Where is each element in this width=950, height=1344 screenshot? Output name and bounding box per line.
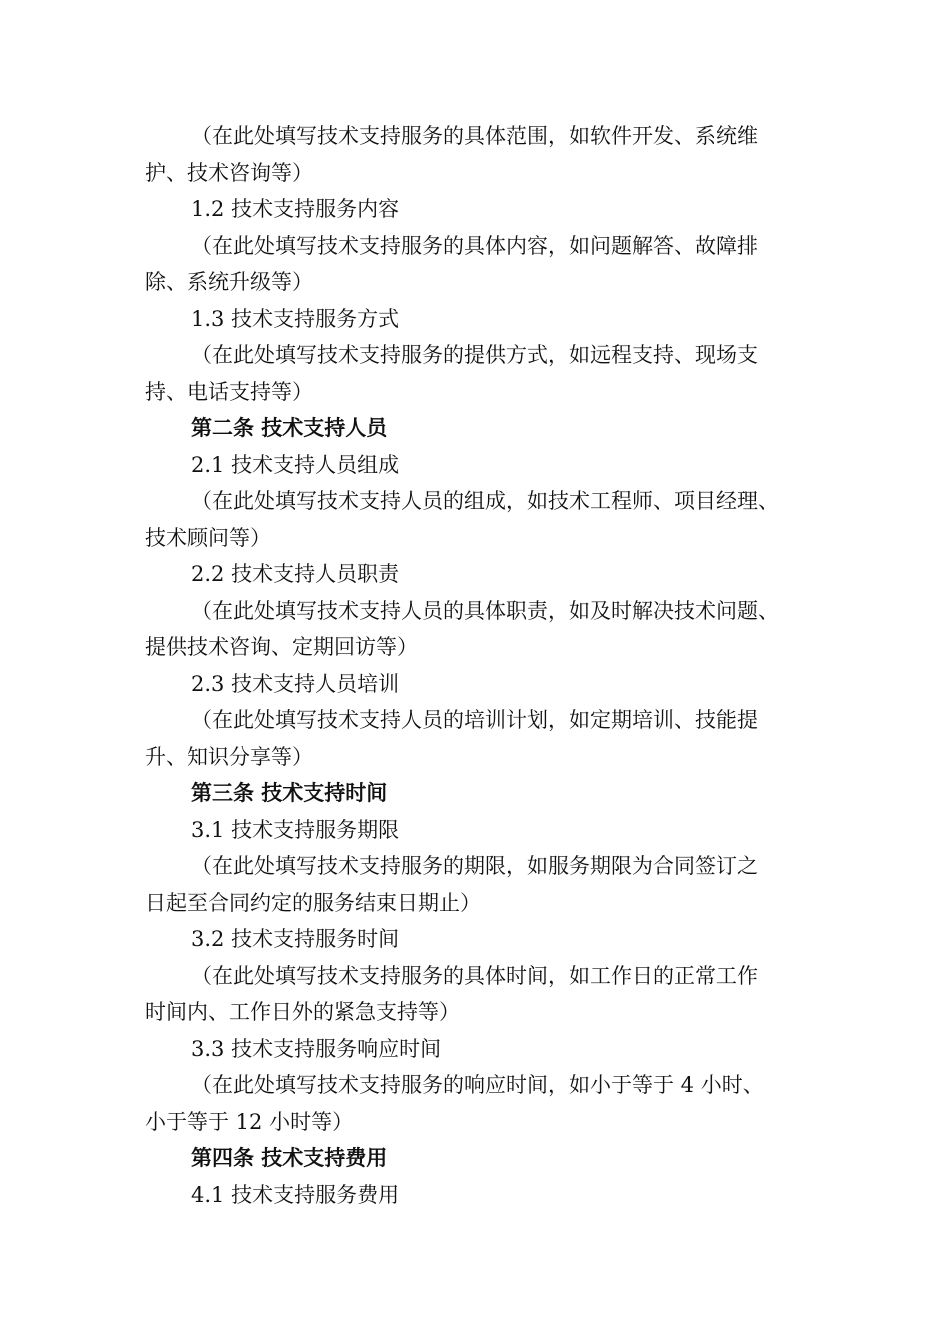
subsection-title: 3.3 技术支持服务响应时间: [191, 1036, 442, 1061]
document-body: [145, 118, 825, 1213]
paragraph-line: （在此处填写技术支持服务的具体内容，如问题解答、故障排: [191, 233, 758, 258]
paragraph-line: 升、知识分享等）: [145, 744, 313, 769]
subsection-title: 3.1 技术支持服务期限: [191, 817, 400, 842]
article-heading: 第二条 技术支持人员: [191, 415, 388, 440]
paragraph-line: 技术顾问等）: [145, 525, 271, 550]
paragraph-line: 时间内、工作日外的紧急支持等）: [145, 1000, 460, 1024]
subsection-title: 1.3 技术支持服务方式: [191, 306, 400, 331]
paragraph-line: （在此处填写技术支持服务的响应时间，如小于等于 4 小时、: [191, 1073, 764, 1097]
paragraph-line: 护、技术咨询等）: [145, 160, 313, 185]
paragraph-line: （在此处填写技术支持服务的期限，如服务期限为合同签订之: [191, 854, 758, 878]
paragraph-line: （在此处填写技术支持人员的具体职责，如及时解决技术问题、: [191, 598, 779, 623]
paragraph-line: 提供技术咨询、定期回访等）: [145, 635, 418, 659]
subsection-title: 2.3 技术支持人员培训: [191, 671, 400, 696]
paragraph-line: （在此处填写技术支持服务的具体范围，如软件开发、系统维: [191, 124, 758, 148]
paragraph-line: （在此处填写技术支持服务的提供方式，如远程支持、现场支: [191, 343, 758, 367]
paragraph-line: 除、系统升级等）: [145, 270, 313, 294]
article-heading: 第三条 技术支持时间: [191, 780, 388, 805]
paragraph-line: 日起至合同约定的服务结束日期止）: [145, 890, 481, 915]
paragraph-line: （在此处填写技术支持人员的组成，如技术工程师、项目经理、: [191, 489, 779, 513]
subsection-title: 2.2 技术支持人员职责: [191, 562, 400, 586]
paragraph-line: （在此处填写技术支持服务的具体时间，如工作日的正常工作: [191, 963, 758, 988]
article-heading: 第四条 技术支持费用: [191, 1145, 388, 1170]
subsection-title: 3.2 技术支持服务时间: [191, 927, 400, 951]
subsection-title: 1.2 技术支持服务内容: [191, 197, 400, 221]
subsection-title: 2.1 技术支持人员组成: [191, 452, 400, 477]
paragraph-line: 持、电话支持等）: [145, 379, 313, 404]
subsection-title: 4.1 技术支持服务费用: [191, 1182, 400, 1207]
paragraph-line: （在此处填写技术支持人员的培训计划，如定期培训、技能提: [191, 708, 758, 732]
paragraph-line: 小于等于 12 小时等）: [145, 1109, 354, 1134]
